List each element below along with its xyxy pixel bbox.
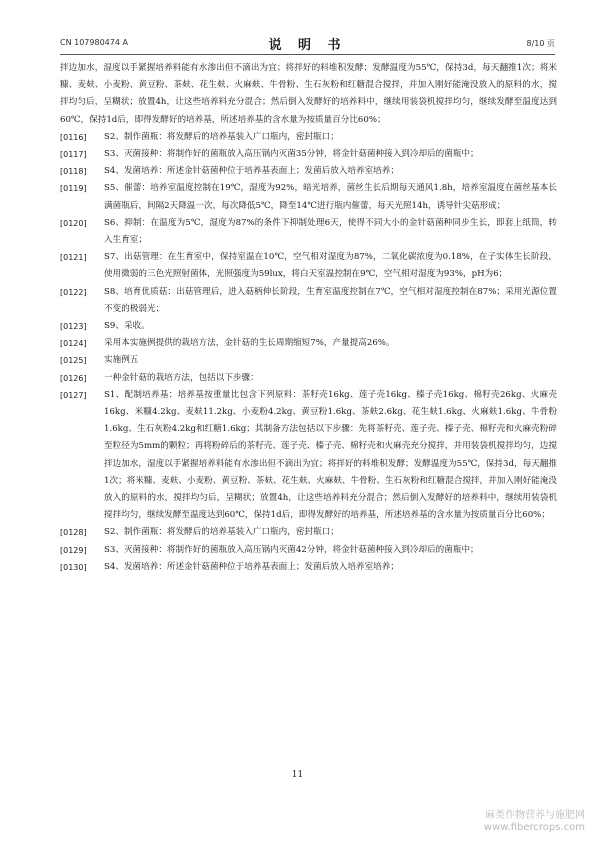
paragraph <box>60 129 557 146</box>
paragraph-text: S7、出菇管理：在生育室中，保持室温在10℃，空气相对湿度为87%，二氧化碳浓度为0.18%，在子实体生长阶段，使用微弱的三色光照射菌体，光照强度为59lux，将白天室温控制在9℃，空气相对湿度为93%，pH为6； <box>104 252 557 280</box>
paragraph-number: [0129] <box>60 545 87 555</box>
paragraph-text: S4、发菌培养：所述金针菇菌种位于培养基表面上；发菌后放入培养室培养； <box>104 561 399 572</box>
paragraph <box>60 352 557 369</box>
paragraph-text: S3、灭菌接种：将制作好的菌瓶放入高压锅内灭菌42分钟，将金针菇菌种接入到冷却后的菌瓶中； <box>104 544 479 555</box>
paragraph-text: S4、发菌培养：所述金针菇菌种位于培养基表面上；发菌后放入培养室培养； <box>104 166 399 177</box>
paragraph-text: S2、制作菌瓶：将发酵后的培养基装入广口瓶内，密封瓶口； <box>104 131 339 142</box>
paragraph <box>60 524 557 541</box>
paragraph-number: [0124] <box>60 339 87 349</box>
paragraph <box>60 215 557 249</box>
document-title: 说 明 书 <box>268 38 347 53</box>
paragraph-text: S8、培育优质菇：出菇管理后，进入菇柄伸长阶段，生育室温度控制在7℃，空气相对湿度控制在87%；采用光源位置不变的极弱光； <box>104 286 557 314</box>
watermark <box>484 810 585 834</box>
paragraph-number: [0128] <box>60 528 87 538</box>
paragraph-number: [0130] <box>60 562 87 572</box>
paragraph-number: [0118] <box>60 167 87 177</box>
paragraph-number: [0121] <box>60 253 87 263</box>
paragraph-text: 一种金针菇的栽培方法，包括以下步骤： <box>104 372 259 383</box>
paragraph <box>60 542 557 559</box>
watermark-url: www.fibercrops.com <box>483 822 585 833</box>
paragraph <box>60 559 557 576</box>
paragraph <box>60 180 557 214</box>
paragraph <box>60 284 557 318</box>
paragraph-text: 采用本实施例提供的栽培方法，金针菇的生长周期缩短7%，产量提高26%。 <box>104 338 395 349</box>
paragraph-text: 实施例五 <box>104 355 139 366</box>
page-indicator: 8/10 页 <box>526 39 555 48</box>
paragraph <box>60 249 557 283</box>
paragraph-text: S2、制作菌瓶：将发酵后的培养基装入广口瓶内，密封瓶口； <box>104 527 339 538</box>
paragraph <box>60 146 557 163</box>
paragraph-text: S3、灭菌接种：将制作好的菌瓶放入高压锅内灭菌35分钟，将金针菇菌种接入到冷却后的菌瓶中； <box>104 149 479 160</box>
paragraph-number: [0122] <box>60 287 87 297</box>
paragraph-number: [0116] <box>60 132 87 142</box>
paragraph <box>60 335 557 352</box>
paragraph-number: [0120] <box>60 218 87 228</box>
paragraph <box>60 387 557 525</box>
paragraph-number: [0125] <box>60 356 87 366</box>
paragraph-list <box>60 129 557 576</box>
paragraph <box>60 318 557 335</box>
paragraph-number: [0119] <box>60 184 87 194</box>
paragraph <box>60 163 557 180</box>
paragraph-text: S1、配制培养基：培养基按重量比包含下列原料：茶籽壳16kg、莲子壳16kg、榛子壳16kg、棉籽壳26kg、火麻壳16kg、米糠4.2kg、麦麸11.2kg、小麦粉4.2kg、黄豆粉1.6kg、茶麸2.6kg、花生麸1.6kg、火麻麸1.6kg、牛骨粉1.6kg、生石灰粉4.2kg和红糖1.6kg；其制备方法包括以下步骤：先将茶籽壳、莲子壳、榛子壳、棉籽壳和火麻壳粉碎至粒径为5mm的颗粒；再将粉碎后的茶籽壳、莲子壳、榛子壳、棉籽壳和火麻壳充分搅拌，并用装袋机搅拌均匀，边搅拌边加水，湿度以手紧握培养料能有水渗出但不滴出为宜；将拌好的料堆积发酵；发酵温度为55℃，保持3d，每天翻推1次；将米糠、麦麸、小麦粉、黄豆粉、茶麸、花生麸、火麻麸、牛骨粉、生石灰粉和红糖混合搅拌，并加入刚好能淹没放入的原料的水，搅拌均匀后，呈糊状；放置4h，让这些培养料充分混合；然后倒入发酵好的培养料中，继续用装袋机搅拌均匀，继续发酵至温度达到60℃，保持1d后，即得发酵好的培养基，所述培养基的含水量为按质量百分比60%； <box>104 389 557 521</box>
paragraph-text: S5、催蕾：培养室温度控制在19℃，湿度为92%，暗光培养，菌丝生长后期每天通风1.8h，培养室温度在菌丝基本长满菌瓶后，间隔2天降温一次，每次降低5℃，降至14℃进行瓶内催蕾，每天光照14h，诱导针尖菇形成； <box>104 183 557 211</box>
continuation-paragraph <box>60 60 557 129</box>
paragraph-text: S6、抑制：在温度为5℃，湿度为87%的条件下抑制处理6天，使得不同大小的金针菇菌种同步生长，即套上纸筒，转入生育室； <box>104 217 557 246</box>
page-header <box>60 34 555 53</box>
watermark-title: 麻类作物营养与施肥网 <box>485 810 585 821</box>
paragraph-number: [0117] <box>60 150 87 160</box>
publication-number: CN 107980474 A <box>60 38 128 47</box>
header-divider <box>60 54 555 55</box>
page-number: 11 <box>291 770 304 780</box>
document-body <box>60 60 557 576</box>
paragraph <box>60 370 557 387</box>
paragraph-text: 拌边加水，湿度以手紧握培养料能有水渗出但不滴出为宜；将拌好的料堆积发酵；发酵温度为55℃，保持3d，每天翻推1次；将米糠、麦麸、小麦粉、黄豆粉、茶麸、花生麸、火麻麸、牛骨粉、生石灰粉和红糖混合搅拌，并加入刚好能淹没放入的原料的水，搅拌均匀后，呈糊状；放置4h，让这些培养料充分混合；然后倒入发酵好的培养料中，继续用装袋机搅拌均匀，继续发酵至温度达到60℃，保持1d后，即得发酵好的培养基，所述培养基的含水量为按质量百分比60%； <box>60 63 557 125</box>
paragraph-text: S9、采收。 <box>104 321 150 332</box>
paragraph-number: [0127] <box>60 390 87 400</box>
paragraph-number: [0126] <box>60 373 87 383</box>
paragraph-number: [0123] <box>60 322 87 332</box>
